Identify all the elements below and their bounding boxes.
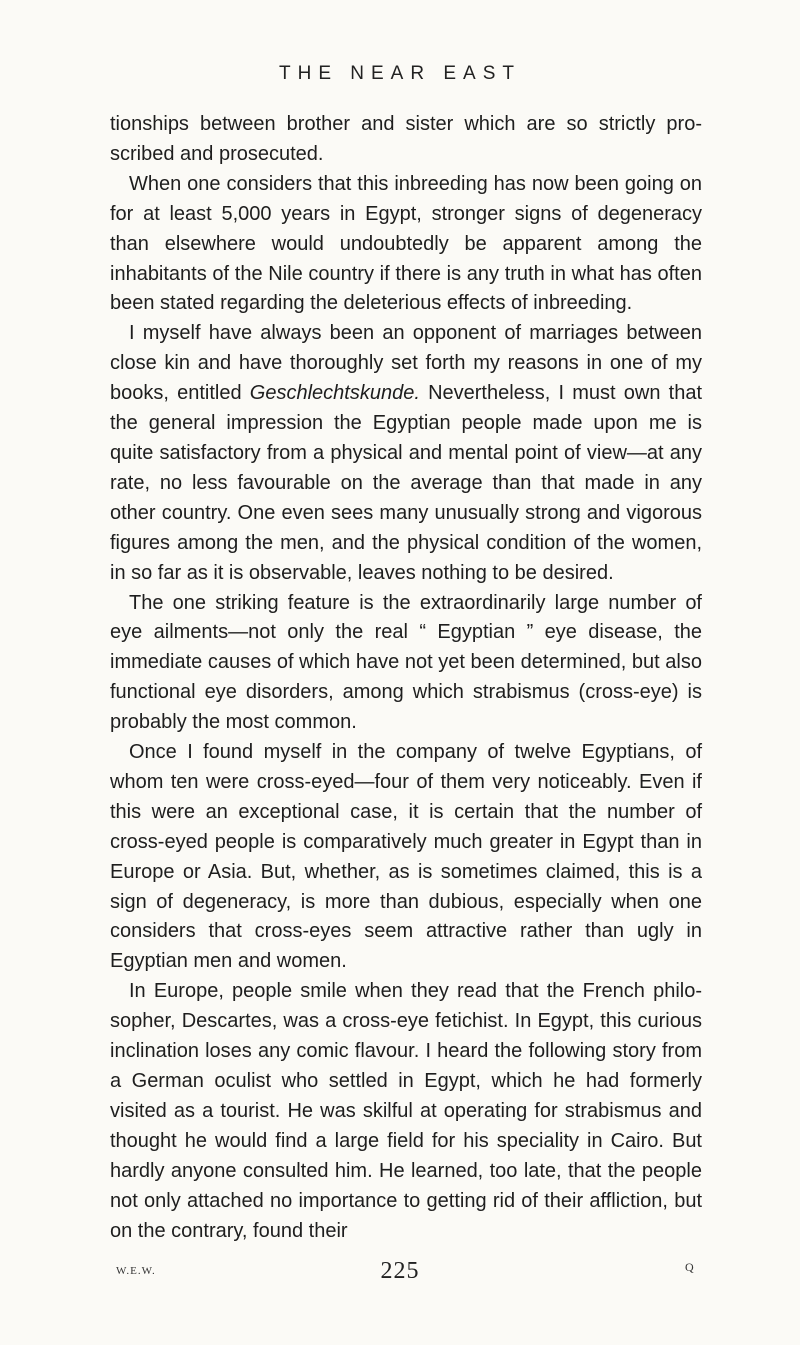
paragraph-2: When one considers that this inbreeding has now been going on for at least 5,000 years in Egypt, stronger signs of degeneracy than elsewhere would undoubtedly be apparent among the inhabitants of the Nile country if there is any truth in what has often been stated regarding the deleterious effects of inbreeding. <box>110 172 702 315</box>
paragraph-5: Once I found myself in the company of twelve Egyptians, of whom ten were cross-eyed—four of them very noticeably. Even if this were an exceptional case, it is certain that the number of cross-eyed people is comparatively much greater in Egypt than in Europe or Asia. But, whether, as is sometimes claimed, this is a sign of degeneracy, is more than dubious, especially when one considers that cross-eyes seem attractive rather than ugly in Egyptian men and women. <box>110 741 702 973</box>
paragraph-3 <box>110 319 702 588</box>
paragraph-1: tionships between brother and sister which are so strictly pro-scribed and prosecuted. <box>110 113 702 165</box>
book-title: Geschlechtskunde. <box>249 382 420 405</box>
paragraph-3-after: Nevertheless, I must own that the general impression the Egyptian people made upon me is quite satisfactory from a physical and mental point of view—at any rate, no less favourable on the average than that made in any other country. One even sees many unusually strong and vigorous figures among the men, and the physical condition of the women, in so far as it is observable, leaves nothing to be desired. <box>110 382 702 584</box>
paragraph-6: In Europe, people smile when they read that the French philo-sopher, Descartes, was a cross-eye fetichist. In Egypt, this curious inclination loses any comic flavour. I heard the following story from a German oculist who settled in Egypt, which he had formerly visited as a tourist. He was skilful at operating for strabismus and thought he would find a large field for his speciality in Cairo. But hardly anyone consulted him. He learned, too late, that the people not only attached no importance to getting rid of their affliction, but on the contrary, found their <box>110 980 702 1242</box>
paragraph-3-before: I myself have always been an opponent of marriages between close kin and have thoroughly set forth my reasons in one of my books, entitled <box>110 322 702 405</box>
paragraph-4: The one striking feature is the extraordinarily large number of eye ailments—not only the real “ Egyptian ” eye disease, the immediate causes of which have not yet been determined, but also functional eye disorders, among which strabismus (cross-eye) is probably the most common. <box>110 591 702 734</box>
page-number: 225 <box>380 1258 420 1284</box>
running-head: THE NEAR EAST <box>279 63 521 84</box>
signature-mark: W.E.W. <box>116 1265 156 1277</box>
sheet-mark: Q <box>685 1260 694 1274</box>
body-text <box>110 110 702 1246</box>
page-footer <box>0 1258 800 1298</box>
